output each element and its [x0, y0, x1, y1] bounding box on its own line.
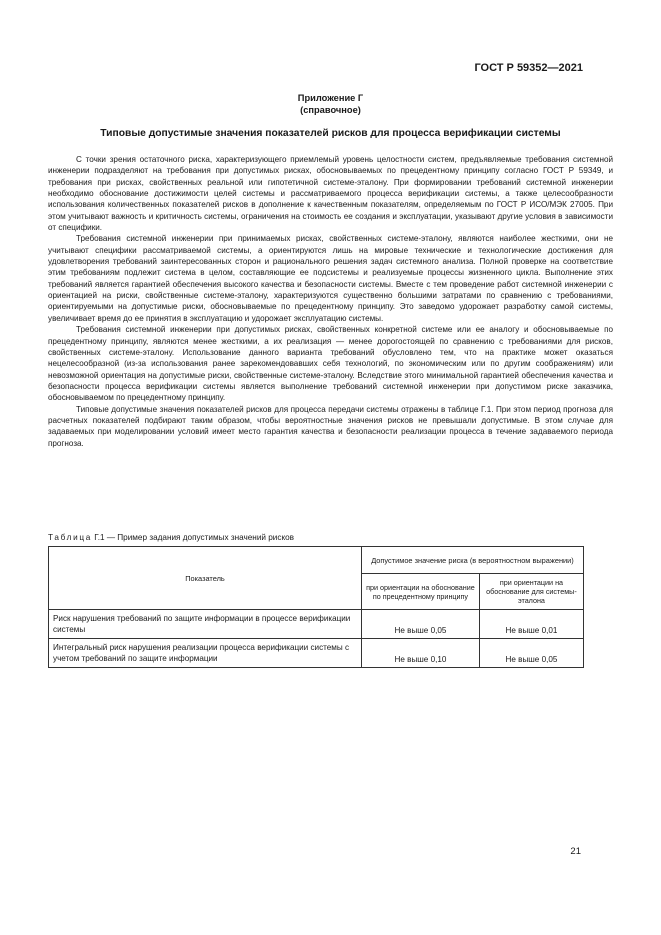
page-number: 21 [570, 846, 581, 857]
section-heading: Типовые допустимые значения показателей рисков для процесса верификации системы [100, 128, 561, 139]
appendix-subtitle: (справочное) [300, 105, 361, 115]
paragraph-4: Типовые допустимые значения показателей рисков для процесса передачи системы отражены в таблице Г.1. При этом период прогноза для расчетных показателей подбирают таким образом, чтобы вероятностные значения рисков не превышали допустимые. В этом случае для задаваемых при моделировании условий имеет место гарантия качества и безопасности реализации процесса в течение задаваемого периода прогноза. [48, 404, 613, 448]
appendix-title: Приложение Г [297, 93, 364, 103]
table-header-row [49, 547, 584, 574]
header-precedent: при ориентации на обоснование по прецедентному принципу [362, 574, 480, 610]
paragraph-1: С точки зрения остаточного риска, характеризующего приемлемый уровень целостности систем, предъявляемые требования системной инженерии подразделяют на требования при допустимых рисках, обосновываемых по прецедентному принципу согласно ГОСТ Р 59349, и требования при рисках, свойственных реальной или гипотетичной системе-эталону. При формировании требований системной инженерии необходимо обоснование достижимости целей системы и рассматриваемого процесса верификации системы, а также целесообразности использования количественных показателей рисков в дополнение к качественным показателям, определяемым по ГОСТ Р ИСО/МЭК 27005. При этом учитывают важность и критичность системы, ограничения на стоимость ее создания и эксплуатации, указывают другие условия в зависимости от специфики. [48, 155, 613, 233]
row-label: Риск нарушения требований по защите информации в процессе верификации системы [49, 610, 362, 639]
document-code: ГОСТ Р 59352—2021 [474, 62, 583, 74]
row-value-precedent: Не выше 0,10 [362, 639, 480, 668]
row-label: Интегральный риск нарушения реализации процесса верификации системы с учетом требований по защите информации [49, 639, 362, 668]
row-value-reference: Не выше 0,05 [479, 639, 583, 668]
table-row [49, 610, 584, 639]
row-value-reference: Не выше 0,01 [479, 610, 583, 639]
risk-table [48, 546, 584, 668]
header-reference-system: при ориентации на обоснование для системы-эталона [479, 574, 583, 610]
table-caption [48, 533, 294, 542]
table-caption-text: Г.1 — Пример задания допустимых значений рисков [94, 533, 295, 542]
row-value-precedent: Не выше 0,05 [362, 610, 480, 639]
table-caption-lead: Таблица [48, 533, 93, 542]
header-parameter: Показатель [49, 547, 362, 610]
body-text [48, 154, 613, 449]
appendix-header [0, 92, 661, 116]
header-allowed-risk: Допустимое значение риска (в вероятностном выражении) [362, 547, 584, 574]
table-row [49, 639, 584, 668]
paragraph-2: Требования системной инженерии при принимаемых рисках, свойственных системе-эталону, являются наиболее жесткими, они не учитывают специфики рассматриваемой системы, а ориентируются лишь на мировые технические и технологические достижения для удовлетворения требований заинтересованных сторон и рационального решения задач системного анализа. Полной проверке на соответствие этим требованиям подлежит система в целом, составляющие ее подсистемы и реализуемые процессы жизненного цикла. Выполнение этих требований является гарантией обеспечения высокого качества и безопасности системы. Вместе с тем проведение работ системной инженерии с ориентацией на риски, свойственные системе-эталону, характеризуются существенно большими затратами по сравнению с требованиями, ориентируемыми на допустимые риски, обосновываемые по прецедентному принципу. Это заведомо удорожает разработку самой системы, увеличивает время до ее принятия в эксплуатацию и удорожает эксплуатацию системы. [48, 234, 613, 323]
paragraph-3: Требования системной инженерии при допустимых рисках, свойственных конкретной системе или ее аналогу и обосновываемые по прецедентному принципу, являются менее жесткими, а их реализация — менее дорогостоящей по сравнению с требованиями для рисков, свойственных системе-эталону. Использование данного варианта требований обусловлено тем, что на практике может оказаться нецелесообразной (из-за использования ранее зарекомендовавших себя технологий, по экономическим или по другим соображениям) или невозможной ориентация на допустимые риски, свойственные системе-эталону. Вследствие этого минимальной гарантией обеспечения качества и безопасности процесса верификации системы является выполнение требований системной инженерии при допустимом риске заказчика, обосновываемом по прецедентному принципу. [48, 325, 613, 403]
